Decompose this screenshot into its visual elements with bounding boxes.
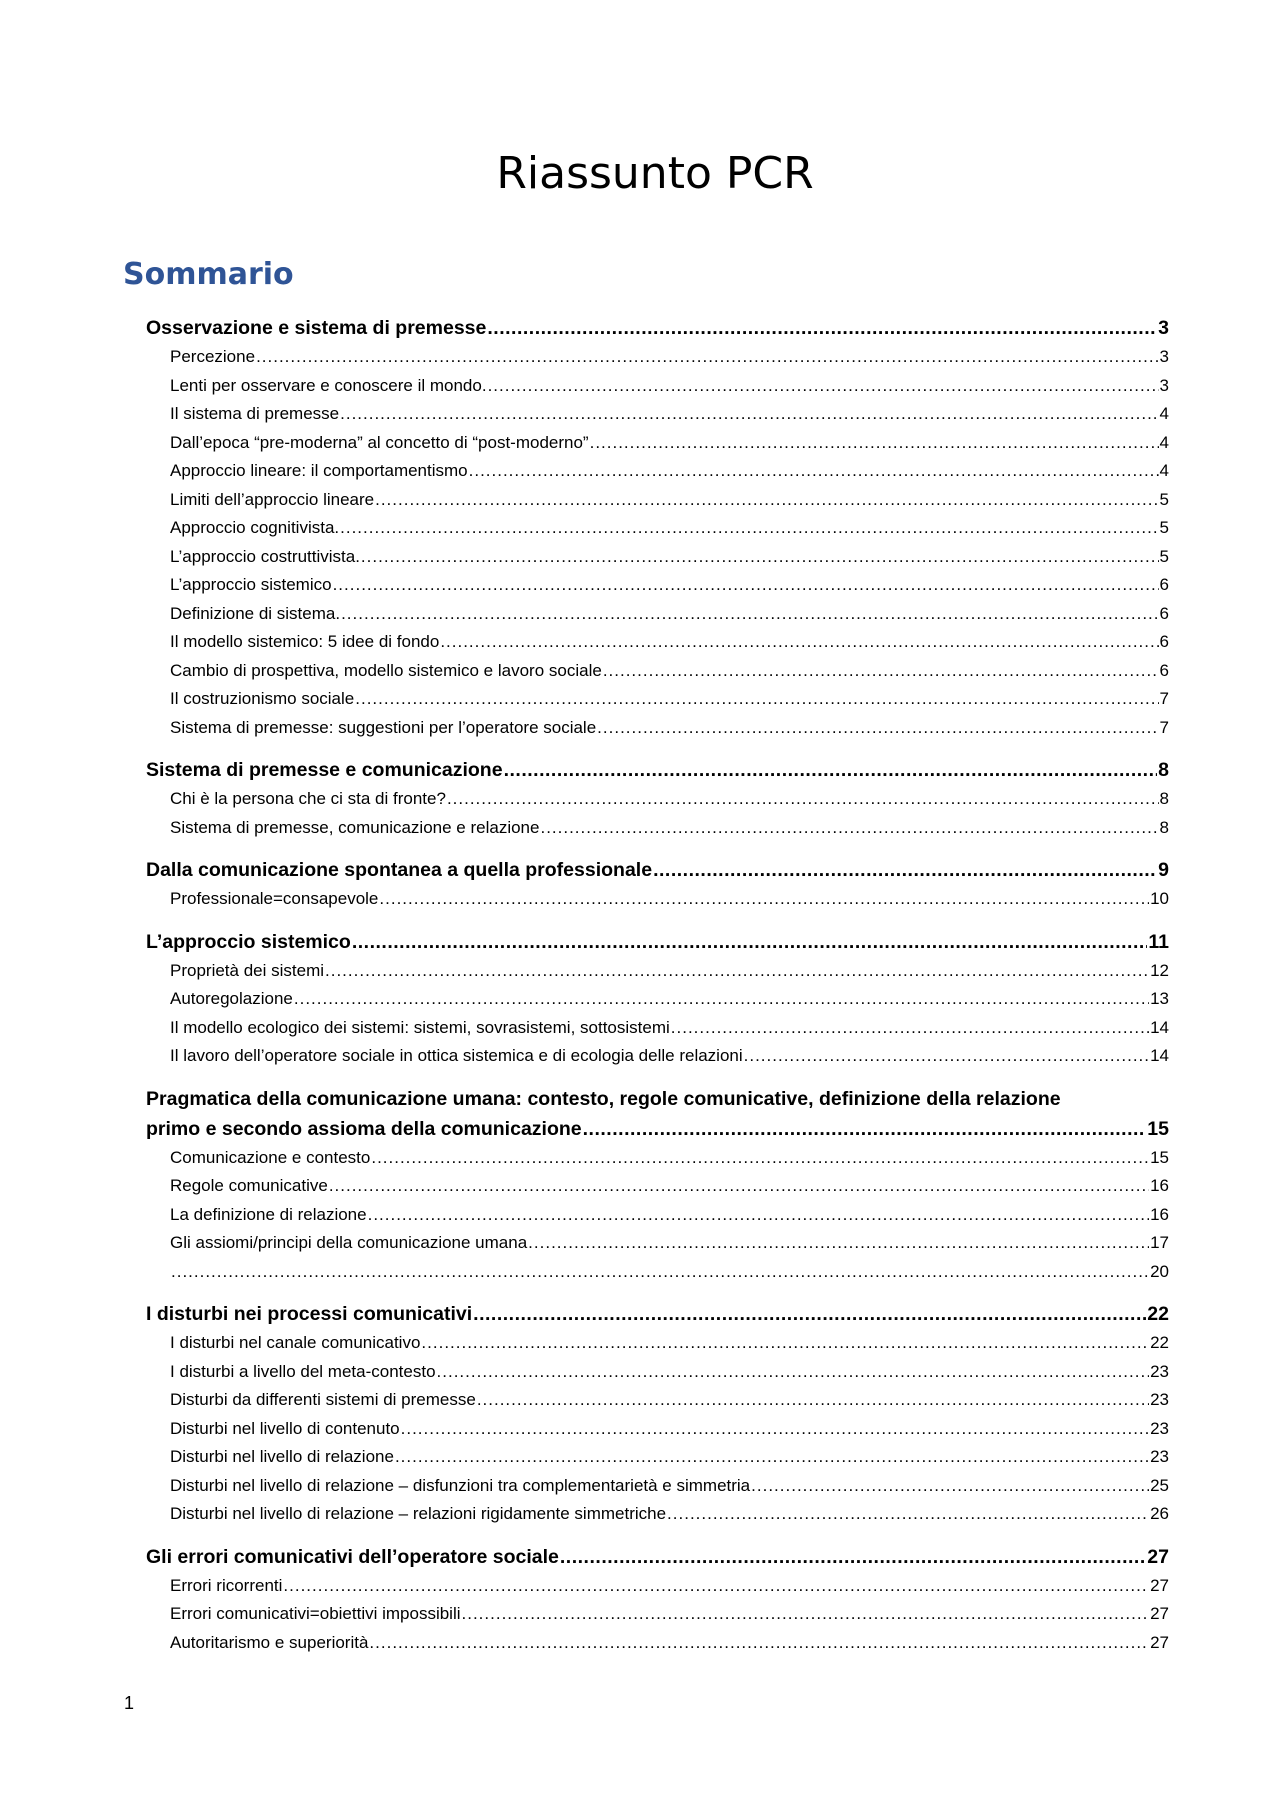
- toc-entry-title[interactable]: I disturbi nei processi comunicativi: [146, 1303, 473, 1325]
- toc-entry-page[interactable]: 10: [1150, 889, 1169, 908]
- dot-leader: [329, 1172, 1149, 1201]
- toc-entry-page[interactable]: 7: [1159, 689, 1169, 708]
- toc-entry-title[interactable]: Professionale=consapevole: [170, 889, 379, 908]
- toc-entry-page[interactable]: 6: [1159, 632, 1169, 651]
- toc-entry-page[interactable]: 12: [1150, 960, 1169, 980]
- toc-entry-section[interactable]: [146, 1201, 1169, 1230]
- toc-entry-chapter[interactable]: [146, 1299, 1169, 1329]
- toc-entry-page[interactable]: 16: [1150, 1204, 1169, 1224]
- toc-entry-chapter[interactable]: [146, 755, 1169, 785]
- dot-leader: [325, 957, 1149, 986]
- dot-leader: [333, 571, 1159, 600]
- toc-entry-page[interactable]: 20: [1150, 1261, 1169, 1281]
- toc-entry-section[interactable]: [146, 1144, 1169, 1173]
- toc-entry-page[interactable]: 4: [1159, 432, 1169, 452]
- toc-entry-title[interactable]: L’approccio sistemico: [146, 930, 351, 953]
- toc-entry-title[interactable]: Disturbi nel livello di contenuto: [170, 1418, 400, 1438]
- toc-entry-section[interactable]: [146, 1386, 1169, 1415]
- dot-leader: [469, 457, 1159, 486]
- toc-entry-title[interactable]: Approccio lineare: il comportamentismo: [170, 461, 468, 480]
- toc-entry-section[interactable]: [146, 657, 1169, 686]
- toc-entry-page[interactable]: 15: [1147, 1117, 1169, 1140]
- dot-leader: [171, 1258, 1149, 1287]
- toc-entry-section[interactable]: [146, 1329, 1169, 1358]
- toc-entry-section[interactable]: [146, 1472, 1169, 1501]
- toc-entry-page[interactable]: 15: [1150, 1147, 1169, 1167]
- toc-entry-section[interactable]: [146, 1172, 1169, 1201]
- dot-leader: [488, 372, 1159, 401]
- document-title: Riassunto PCR: [496, 148, 814, 199]
- toc-entry-page[interactable]: 8: [1159, 789, 1169, 808]
- toc-entry-section[interactable]: [146, 400, 1169, 429]
- toc-entry-section[interactable]: [146, 1415, 1169, 1444]
- dot-leader: [352, 927, 1148, 957]
- toc-entry-page[interactable]: 22: [1147, 1303, 1169, 1325]
- dot-leader: [379, 885, 1149, 914]
- toc-entry-page[interactable]: 27: [1150, 1632, 1169, 1652]
- dot-leader: [504, 755, 1158, 785]
- dot-leader: [340, 400, 1158, 429]
- page-number: 1: [124, 1693, 135, 1713]
- dot-leader: [421, 1329, 1149, 1358]
- toc-entry-page[interactable]: 5: [1159, 518, 1169, 537]
- dot-leader: [375, 486, 1158, 515]
- toc-entry-section[interactable]: [146, 785, 1169, 814]
- toc-entry-page[interactable]: 17: [1150, 1233, 1169, 1252]
- toc-entry-title[interactable]: primo e secondo assioma della comunicazione: [146, 1117, 582, 1140]
- toc-entry-section[interactable]: [146, 1042, 1169, 1071]
- toc-entry-title[interactable]: Regole comunicative: [170, 1176, 328, 1195]
- toc-entry-page[interactable]: 25: [1150, 1475, 1169, 1495]
- toc-entry-page[interactable]: 23: [1150, 1418, 1169, 1438]
- toc-entry-page[interactable]: 27: [1147, 1545, 1169, 1568]
- toc-entry-page[interactable]: 3: [1158, 317, 1169, 339]
- toc-entry-title[interactable]: Definizione di sistema.: [170, 603, 341, 623]
- toc-entry-section[interactable]: [146, 1500, 1169, 1529]
- toc-entry-title[interactable]: I disturbi nel canale comunicativo: [170, 1333, 421, 1352]
- toc-entry-section[interactable]: [146, 1358, 1169, 1387]
- dot-leader: [603, 657, 1159, 686]
- toc-entry-section[interactable]: [146, 628, 1169, 657]
- toc-entry-section[interactable]: [146, 685, 1169, 714]
- dot-leader: [256, 343, 1158, 372]
- dot-leader: [540, 814, 1158, 843]
- toc-entry-chapter[interactable]: [146, 1542, 1169, 1572]
- toc-entry-page[interactable]: 5: [1159, 489, 1169, 509]
- toc-entry-section[interactable]: [146, 1629, 1169, 1658]
- dot-leader: [437, 1358, 1150, 1387]
- toc-entry-page[interactable]: 23: [1150, 1361, 1169, 1381]
- dot-leader: [583, 1114, 1147, 1144]
- dot-leader: [477, 1386, 1149, 1415]
- dot-leader: [473, 1299, 1146, 1329]
- dot-leader: [283, 1572, 1149, 1601]
- toc-entry-title[interactable]: Gli errori comunicativi dell’operatore sociale: [146, 1545, 559, 1568]
- toc-entry-page[interactable]: 23: [1150, 1390, 1169, 1409]
- dot-leader: [294, 985, 1149, 1014]
- toc-entry-title[interactable]: Osservazione e sistema di premesse: [146, 317, 487, 339]
- toc-entry-title[interactable]: Proprietà dei sistemi: [170, 960, 325, 980]
- toc-entry-page[interactable]: 11: [1148, 930, 1169, 953]
- toc-entry-chapter[interactable]: [146, 927, 1169, 957]
- toc-entry-page[interactable]: 13: [1150, 989, 1169, 1008]
- toc-entry-section[interactable]: [146, 1443, 1169, 1472]
- toc-entry-section[interactable]: [146, 343, 1169, 372]
- toc-entry-title[interactable]: Disturbi nel livello di relazione – disfunzioni tra complementarietà e simmetria: [170, 1475, 751, 1495]
- toc-entry-title[interactable]: Disturbi da differenti sistemi di premesse: [170, 1390, 476, 1409]
- toc-entry-page[interactable]: 3: [1159, 375, 1169, 395]
- dot-leader: [368, 1201, 1149, 1230]
- toc-entry-title[interactable]: Chi è la persona che ci sta di fronte?: [170, 789, 446, 808]
- dot-leader: [440, 628, 1158, 657]
- dot-leader: [340, 514, 1158, 543]
- dot-leader: [447, 785, 1159, 814]
- toc-entry-section[interactable]: [146, 814, 1169, 843]
- dot-leader: [653, 855, 1157, 885]
- toc-heading: Sommario: [123, 257, 294, 292]
- dot-leader: [560, 1542, 1146, 1572]
- dot-leader: [597, 714, 1158, 743]
- toc-entry-section[interactable]: [146, 514, 1169, 543]
- toc-entry-chapter[interactable]: [146, 313, 1169, 343]
- toc-entry-page[interactable]: 4: [1159, 404, 1169, 423]
- toc-entry-page[interactable]: 8: [1159, 817, 1169, 837]
- toc-entry-page[interactable]: 8: [1158, 759, 1169, 781]
- toc-entry-section[interactable]: [146, 486, 1169, 515]
- toc-entry-section[interactable]: [146, 429, 1169, 458]
- toc-entry-title[interactable]: Il modello ecologico dei sistemi: sistemi, sovrasistemi, sottosistemi: [170, 1017, 670, 1037]
- toc-entry-title[interactable]: Il modello sistemico: 5 idee di fondo: [170, 632, 440, 651]
- toc-entry-title[interactable]: Autoregolazione: [170, 989, 293, 1008]
- toc-entry-title[interactable]: Sistema di premesse e comunicazione: [146, 759, 503, 781]
- toc-entry-title[interactable]: Errori comunicativi=obiettivi impossibili: [170, 1604, 461, 1623]
- toc-entry-title[interactable]: Disturbi nel livello di relazione: [170, 1447, 394, 1466]
- toc-entry-section[interactable]: [146, 372, 1169, 401]
- toc-entry-page[interactable]: 16: [1150, 1176, 1169, 1195]
- toc-entry-title[interactable]: Sistema di premesse, comunicazione e relazione: [170, 817, 540, 837]
- toc-entry-page[interactable]: 7: [1159, 717, 1169, 737]
- dot-leader: [671, 1014, 1149, 1043]
- dot-leader: [369, 1629, 1149, 1658]
- toc-entry-title[interactable]: Errori ricorrenti: [170, 1575, 283, 1595]
- toc-entry-page[interactable]: 3: [1159, 347, 1169, 366]
- toc-entry-title[interactable]: L’approccio sistemico: [170, 575, 332, 594]
- toc-entry-title[interactable]: Dalla comunicazione spontanea a quella professionale: [146, 859, 653, 881]
- toc-entry-page[interactable]: 14: [1150, 1017, 1169, 1037]
- toc-entry-title[interactable]: Autoritarismo e superiorità: [170, 1632, 369, 1652]
- toc-entry-section[interactable]: [146, 600, 1169, 629]
- toc-entry-page[interactable]: 23: [1150, 1447, 1169, 1466]
- dot-leader: [341, 600, 1158, 629]
- toc-entry-title[interactable]: Cambio di prospettiva, modello sistemico e lavoro sociale: [170, 660, 602, 680]
- toc-entry-page[interactable]: 26: [1150, 1504, 1169, 1523]
- toc-entry-chapter[interactable]: [146, 855, 1169, 885]
- toc-entry-page[interactable]: 5: [1159, 546, 1169, 566]
- toc-entry-title[interactable]: Dall’epoca “pre-moderna” al concetto di “post-moderno”: [170, 432, 589, 452]
- dot-leader: [590, 429, 1159, 458]
- toc-entry-page[interactable]: 27: [1150, 1604, 1169, 1623]
- dot-leader: [487, 313, 1157, 343]
- toc-entry-page[interactable]: 9: [1158, 859, 1169, 881]
- toc-entry-title[interactable]: Comunicazione e contesto: [170, 1147, 371, 1167]
- toc-entry-page[interactable]: 4: [1159, 461, 1169, 480]
- dot-leader: [361, 543, 1159, 572]
- dot-leader: [751, 1472, 1149, 1501]
- toc-entry-title[interactable]: Sistema di premesse: suggestioni per l’operatore sociale: [170, 717, 597, 737]
- toc-entry-title[interactable]: Percezione: [170, 347, 256, 366]
- toc-entry-section[interactable]: [146, 957, 1169, 986]
- toc-entry-title[interactable]: Il costruzionismo sociale: [170, 689, 355, 708]
- toc-entry-page[interactable]: 27: [1150, 1575, 1169, 1595]
- toc-entry-section[interactable]: [146, 1229, 1169, 1258]
- dot-leader: [401, 1415, 1149, 1444]
- toc-entry-title[interactable]: L’approccio costruttivista.: [170, 546, 360, 566]
- toc-entry-chapter[interactable]: [146, 1114, 1169, 1144]
- toc-entry-section[interactable]: [146, 1258, 1169, 1287]
- toc-entry-section[interactable]: [146, 543, 1169, 572]
- toc-entry-page[interactable]: 14: [1150, 1046, 1169, 1065]
- toc-entry-title-line[interactable]: Pragmatica della comunicazione umana: contesto, regole comunicative, definizione della relazione: [146, 1087, 1061, 1110]
- toc-entry-section[interactable]: [146, 1600, 1169, 1629]
- toc-entry-title[interactable]: Lenti per osservare e conoscere il mondo.: [170, 375, 487, 395]
- dot-leader: [667, 1500, 1149, 1529]
- toc-entry-title[interactable]: Limiti dell’approccio lineare: [170, 489, 375, 509]
- toc-entry-section[interactable]: [146, 985, 1169, 1014]
- toc-entry-page[interactable]: 6: [1159, 660, 1169, 680]
- dot-leader: [355, 685, 1158, 714]
- toc-entry-section[interactable]: [146, 1572, 1169, 1601]
- toc-entry-section[interactable]: [146, 571, 1169, 600]
- toc-entry-section[interactable]: [146, 885, 1169, 914]
- toc-entry-section[interactable]: [146, 714, 1169, 743]
- toc-entry-page[interactable]: 22: [1150, 1333, 1169, 1352]
- toc-entry-title[interactable]: Il lavoro dell’operatore sociale in ottica sistemica e di ecologia delle relazioni: [170, 1046, 743, 1065]
- toc-entry-section[interactable]: [146, 1014, 1169, 1043]
- toc-entry-title[interactable]: I disturbi a livello del meta-contesto: [170, 1361, 436, 1381]
- toc-entry-title[interactable]: Il sistema di premesse: [170, 404, 340, 423]
- dot-leader: [528, 1229, 1149, 1258]
- dot-leader: [395, 1443, 1149, 1472]
- dot-leader: [462, 1600, 1150, 1629]
- toc-entry-title[interactable]: Gli assiomi/principi della comunicazione umana: [170, 1233, 528, 1252]
- toc-entry-section[interactable]: [146, 457, 1169, 486]
- dot-leader: [744, 1042, 1149, 1071]
- dot-leader: [371, 1144, 1149, 1173]
- table-of-contents: [146, 313, 1169, 1657]
- toc-entry-page[interactable]: 6: [1159, 575, 1169, 594]
- toc-entry-page[interactable]: 6: [1159, 603, 1169, 623]
- toc-entry-title[interactable]: Disturbi nel livello di relazione – relazioni rigidamente simmetriche: [170, 1504, 667, 1523]
- toc-entry-title[interactable]: Approccio cognitivista.: [170, 518, 340, 537]
- toc-entry-title[interactable]: La definizione di relazione: [170, 1204, 367, 1224]
